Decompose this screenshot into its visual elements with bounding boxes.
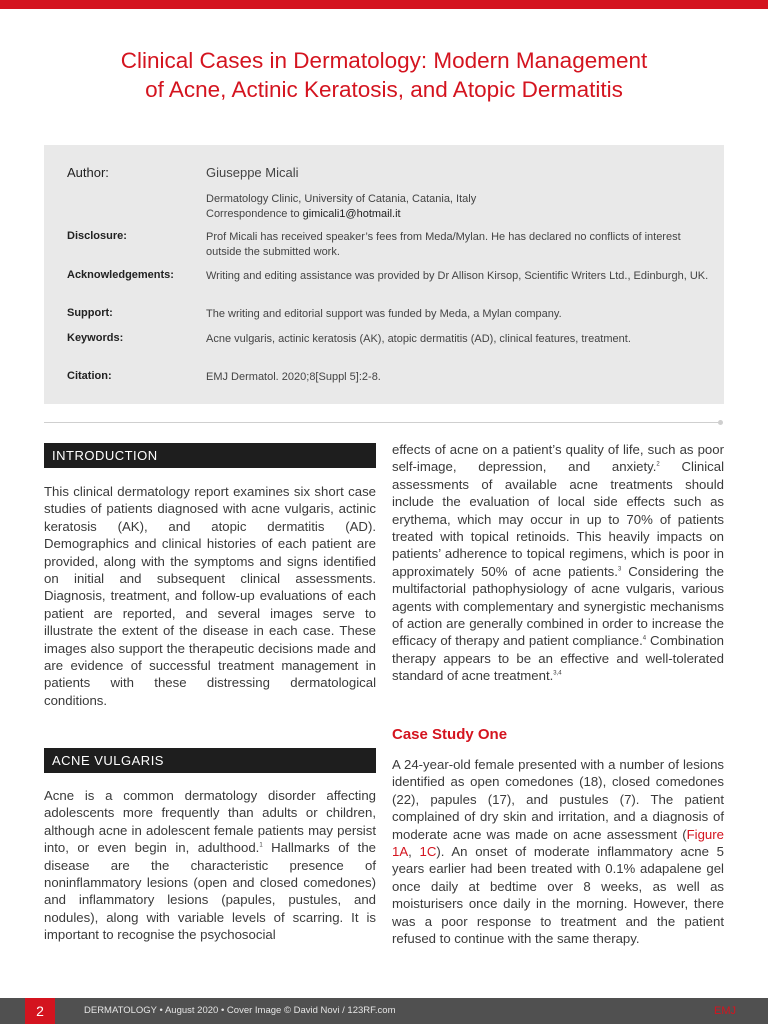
- footer-journal: DERMATOLOGY: [84, 1005, 157, 1016]
- case-study-one-heading: Case Study One: [392, 726, 508, 743]
- author-name: Giuseppe Micali: [206, 165, 299, 180]
- cont-text-c: Considering the multifactorial pathophysiology of acne vulgaris, various agents with complementary and synergistic mechanisms of action are generally combined in order to increase the efficacy of therapy and patient compliance.: [392, 563, 724, 649]
- introduction-heading: INTRODUCTION: [44, 443, 376, 468]
- article-title: [30, 46, 738, 104]
- cont-text-d: Combination therapy appears to be an effective and well-tolerated standard of acne treatment.: [392, 633, 724, 684]
- footer-bullet-2: •: [220, 1005, 225, 1016]
- case-paragraph: [392, 756, 724, 947]
- figure-1a-link[interactable]: Figure 1A: [392, 826, 724, 860]
- title-line-2: of Acne, Actinic Keratosis, and Atopic Dermatitis: [145, 77, 623, 102]
- continuation-paragraph: [392, 441, 724, 685]
- article-metadata-box: [44, 145, 724, 404]
- author-label: Author:: [67, 165, 109, 180]
- support-text: The writing and editorial support was funded by Meda, a Mylan company.: [206, 308, 562, 320]
- acne-vulgaris-heading: ACNE VULGARIS: [44, 748, 376, 773]
- disclosure-text: Prof Micali has received speaker’s fees from Meda/Mylan. He has declared no conflicts of interest outside the submitted work.: [206, 231, 681, 258]
- case-text-1: A 24-year-old female presented with a number of lesions identified as open comedones (18), closed comedones (22), papules (17), and pustules (7). The patient complained of dry skin and irritation, and a diagnosis of moderate acne was made on acne assessment (: [392, 757, 724, 842]
- acne-body: [44, 787, 376, 944]
- ref-4: 4: [642, 636, 647, 643]
- keywords-text: Acne vulgaris, actinic keratosis (AK), atopic dermatitis (AD), clinical features, treatment.: [206, 333, 631, 345]
- emj-logo: EMJ: [714, 1005, 736, 1017]
- page-footer: [0, 998, 768, 1024]
- support-label: Support:: [67, 307, 113, 319]
- top-accent-bar: [0, 0, 768, 9]
- figure-1c-link[interactable]: 1C: [419, 844, 437, 860]
- keywords-label: Keywords:: [67, 332, 124, 344]
- citation-label: Citation:: [67, 370, 112, 382]
- citation-text: EMJ Dermatol. 2020;8[Suppl 5]:2-8.: [206, 371, 381, 383]
- ref-3: 3: [617, 566, 622, 573]
- cont-text-a: effects of acne on a patient’s quality of life, such as poor self-image, depression, and anxiety.: [392, 442, 724, 475]
- cont-text-b: Clinical assessments of available acne treatments should include the evaluation of local side effects such as erythema, which may occur in up to 70% of patients treated with topical retinoids. This heavily impacts on patients’ adherence to topical regimens, which is poor in approximately 50% of acne patients.: [392, 459, 725, 579]
- ref-3-4: 3,4: [553, 670, 562, 677]
- correspondence-prefix: Correspondence to: [206, 208, 300, 220]
- right-column-continuation: [392, 441, 724, 685]
- divider-dot: [718, 420, 723, 425]
- ref-1: 1: [259, 842, 263, 849]
- case-study-one-body: [392, 756, 724, 947]
- introduction-body: [44, 483, 376, 709]
- acknowledgements-label: Acknowledgements:: [67, 269, 174, 281]
- page-number: 2: [25, 998, 55, 1024]
- introduction-paragraph: This clinical dermatology report examines six short case studies of patients diagnosed with acne vulgaris, actinic keratosis (AK), and atopic dermatitis (AD). Demographics and clinical histories of each patient are provided, along with the symptoms and signs identified on initial and subsequent clinical assessments. Diagnosis, treatment, and follow-up evaluations of each patient are reported, and several images serve to illustrate the extent of the disease in each case. These images also support the therapeutic decisions made and are evidence of successful treatment management in patients with these distressing dermatological conditions.: [44, 484, 376, 708]
- affiliation: Dermatology Clinic, University of Catania, Catania, Italy: [206, 193, 477, 205]
- acknowledgements-text: Writing and editing assistance was provided by Dr Allison Kirsop, Scientific Writers Ltd., Edinburgh, UK.: [206, 270, 709, 282]
- disclosure-label: Disclosure:: [67, 230, 127, 242]
- title-line-1: Clinical Cases in Dermatology: Modern Management: [120, 48, 648, 73]
- footer-date: August 2020: [164, 1005, 219, 1016]
- footer-info: [84, 998, 395, 1024]
- affiliation-block: [206, 192, 716, 222]
- section-divider: [44, 422, 720, 423]
- acne-text-1: Acne is a common dermatology disorder affecting adolescents more frequently than adults or children, although acne in adolescent female patients may persist into, or even begin in, adulthood.: [44, 788, 376, 856]
- case-comma: ,: [408, 844, 420, 860]
- correspondence-email[interactable]: gimicali1@hotmail.it: [302, 208, 401, 220]
- footer-cover-credit: Cover Image © David Novi / 123RF.com: [226, 1005, 396, 1016]
- case-text-2: ). An onset of moderate inflammatory acne 5 years earlier had been treated with 0.1% adapalene gel once daily at bedtime over 8 weeks, as well as moisturisers once daily in the morning. However, there was a poor response to treatment and the patient refused to continue with the same therapy.: [392, 844, 724, 947]
- acne-paragraph: [44, 787, 376, 944]
- ref-2: 2: [656, 462, 660, 469]
- acne-text-2: Hallmarks of the disease are the characteristic presence of noninflammatory lesions (open and closed comedones) and inflammatory lesions (papules, pustules, and nodules), along with variable levels of scarring. It is important to recognise the psychosocial: [44, 840, 376, 943]
- footer-bullet-1: •: [159, 1005, 163, 1016]
